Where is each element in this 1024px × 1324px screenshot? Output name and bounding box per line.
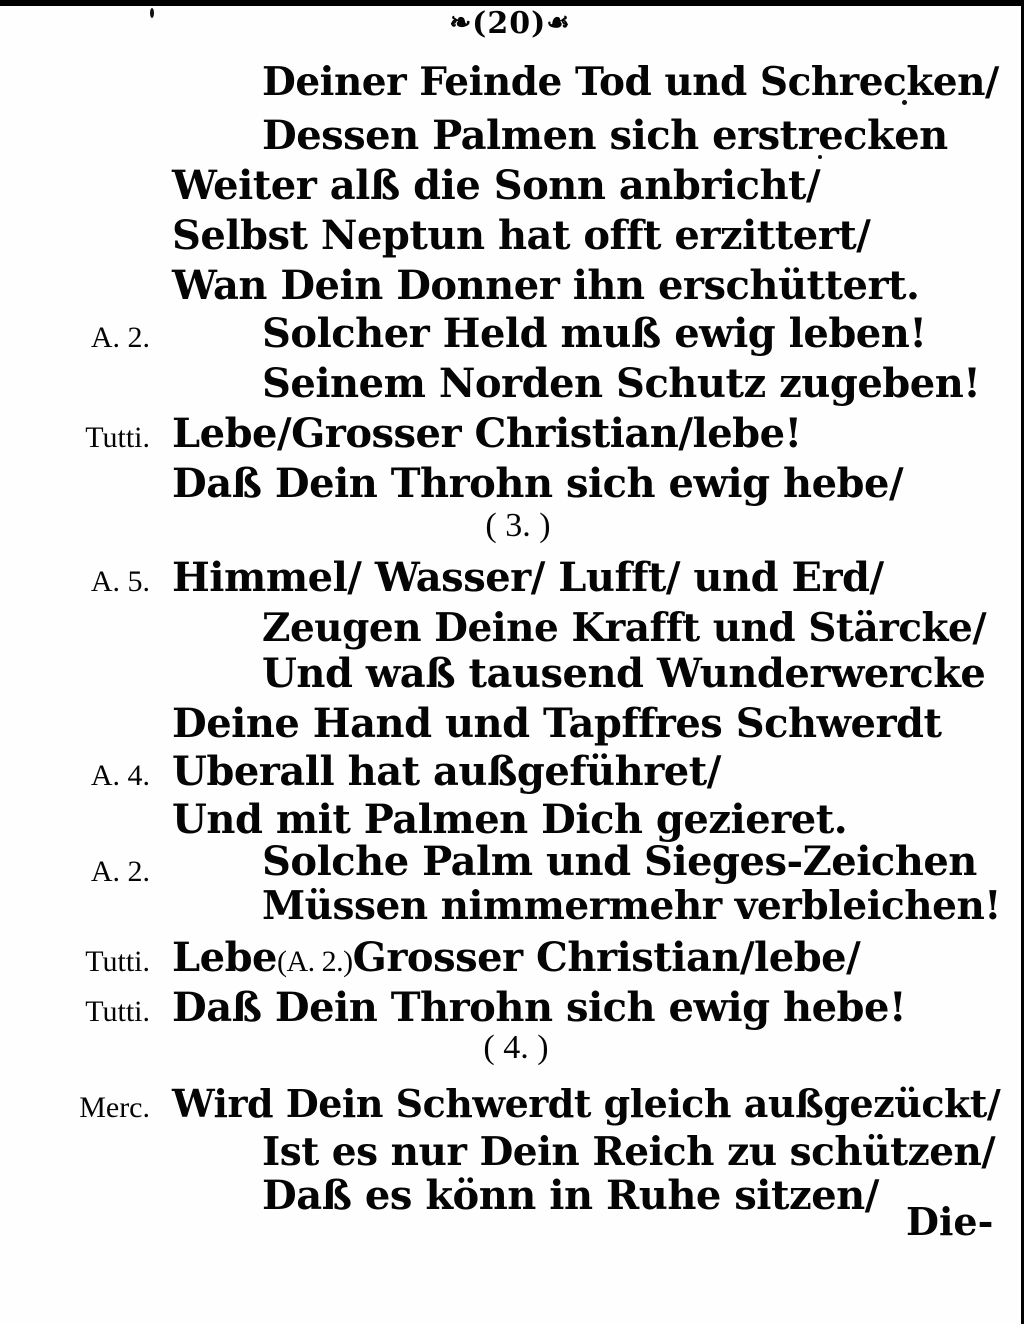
verse-line: Wird Dein Schwerdt gleich außgezückt/	[172, 1081, 1001, 1126]
inline-speaker-label: (A. 2.)	[277, 945, 353, 978]
verse-line: Zeugen Deine Krafft und Stärcke/	[262, 605, 987, 651]
verse-line: Seinem Norden Schutz zugeben!	[262, 360, 981, 407]
page-number	[420, 6, 600, 41]
verse-line: Ist es nur Dein Reich zu schützen/	[262, 1129, 996, 1175]
verse-line: Deiner Feinde Tod und Schrecken/	[262, 59, 999, 105]
verse-line: Uberall hat außgeführet/	[172, 748, 721, 795]
verse-line	[172, 934, 860, 986]
verse-text: Grosser Christian/lebe/	[352, 934, 861, 981]
speaker-label: Tutti.	[85, 421, 150, 454]
verse-line: Weiter alß die Sonn anbricht/	[172, 162, 821, 209]
verse-line: Lebe/Grosser Christian/lebe!	[172, 410, 802, 457]
speaker-label: A. 2.	[90, 855, 150, 888]
stanza-number: ( 4. )	[483, 1029, 549, 1066]
verse-line: Himmel/ Wasser/ Lufft/ und Erd/	[172, 554, 884, 601]
speaker-label: Tutti.	[85, 945, 150, 978]
verse-line: Solche Palm und Sieges-Zeichen	[262, 838, 977, 885]
verse-text: Lebe	[172, 934, 277, 981]
verse-line: Daß Dein Throhn sich ewig hebe!	[172, 984, 907, 1031]
verse-line: Deine Hand und Tapffres Schwerdt	[172, 700, 942, 747]
ornament-right-icon: ☙	[546, 8, 571, 38]
verse-line: Und mit Palmen Dich gezieret.	[172, 796, 848, 843]
page-number-text: (20)	[472, 6, 547, 41]
ink-speck	[150, 8, 154, 18]
speaker-label: A. 5.	[90, 565, 150, 598]
speaker-label: Tutti.	[85, 995, 150, 1028]
speaker-label: Merc.	[79, 1091, 150, 1124]
verse-line: Müssen nimmermehr verbleichen!	[262, 883, 1001, 929]
speaker-label: A. 4.	[90, 759, 150, 792]
verse-line: Selbst Neptun hat offt erzittert/	[172, 212, 871, 259]
stanza-number: ( 3. )	[485, 507, 551, 544]
verse-line: Daß es könn in Ruhe sitzen/	[262, 1172, 879, 1219]
verse-line: Und waß tausend Wunderwercke	[262, 650, 986, 697]
verse-line: Dessen Palmen sich erstrecken	[262, 112, 948, 159]
catchword: Die-	[906, 1199, 994, 1244]
verse-line: Daß Dein Throhn sich ewig hebe/	[172, 460, 904, 507]
speaker-label: A. 2.	[90, 321, 150, 354]
ornament-left-icon: ❧	[449, 8, 473, 38]
verse-line: Solcher Held muß ewig leben!	[262, 310, 927, 357]
verse-line: Wan Dein Donner ihn erschüttert.	[172, 262, 920, 309]
